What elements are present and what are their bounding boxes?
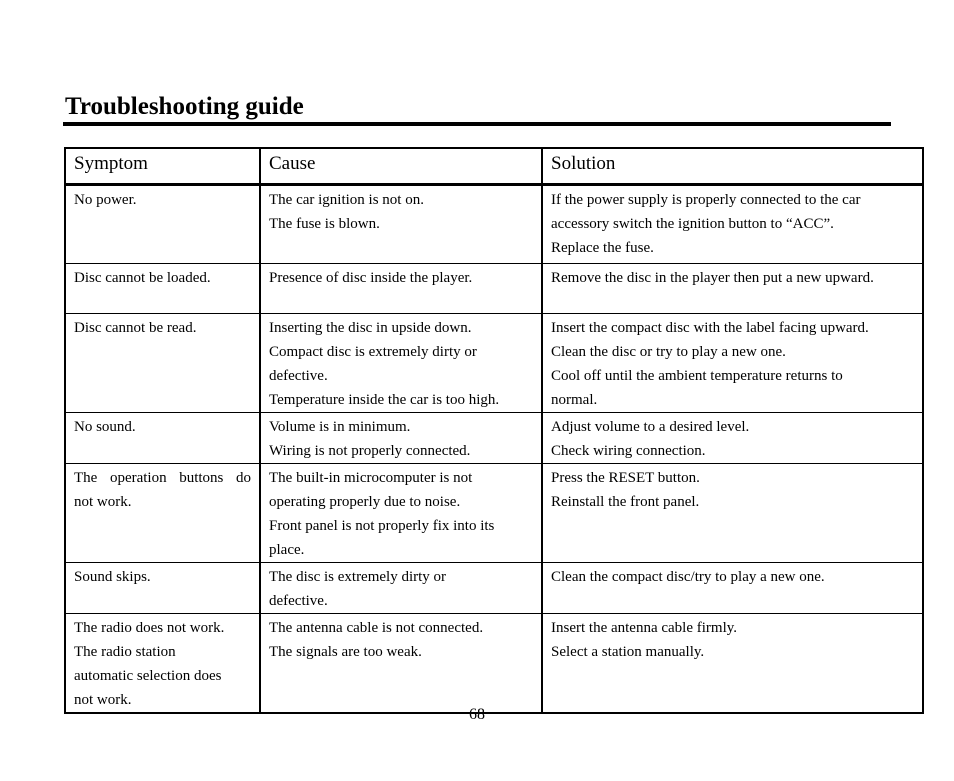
- table-row: [65, 314, 923, 413]
- page-title: Troubleshooting guide: [65, 93, 304, 120]
- cell-line: defective.: [269, 368, 328, 384]
- table-row: [65, 413, 923, 464]
- cause-cell: [260, 563, 542, 614]
- cell-line: Reinstall the front panel.: [551, 494, 700, 510]
- page-number: 68: [469, 706, 485, 723]
- solution-cell: [542, 185, 923, 264]
- solution-cell: [542, 314, 923, 413]
- solution-cell: [542, 614, 923, 714]
- cell-line: Presence of disc inside the player.: [269, 270, 473, 286]
- symptom-cell: [65, 464, 260, 563]
- cell-line: The radio does not work.: [74, 620, 225, 636]
- cell-line: The signals are too weak.: [269, 644, 422, 660]
- table-row: [65, 264, 923, 314]
- cell-line: place.: [269, 542, 305, 558]
- cell-line: Disc cannot be read.: [74, 320, 197, 336]
- cell-line: Clean the compact disc/try to play a new one.: [551, 569, 825, 585]
- cell-line: operating properly due to noise.: [269, 494, 461, 510]
- cell-line: The built-in microcomputer is not: [269, 470, 473, 486]
- cell-line: Clean the disc or try to play a new one.: [551, 344, 786, 360]
- cell-line: Select a station manually.: [551, 644, 705, 660]
- cell-line: The car ignition is not on.: [269, 192, 424, 208]
- cell-line: not work.: [74, 494, 132, 510]
- symptom-cell: [65, 614, 260, 714]
- cell-line: Adjust volume to a desired level.: [551, 419, 750, 435]
- header-symptom: Symptom: [65, 148, 260, 185]
- header-cause: Cause: [260, 148, 542, 185]
- solution-cell: [542, 563, 923, 614]
- title-underline: [63, 122, 891, 126]
- header-solution: Solution: [542, 148, 923, 185]
- cell-line: No sound.: [74, 419, 136, 435]
- cell-line: Volume is in minimum.: [269, 419, 411, 435]
- cell-line: defective.: [269, 593, 328, 609]
- table-row: [65, 614, 923, 714]
- cell-line: Inserting the disc in upside down.: [269, 320, 472, 336]
- cell-line: The operation buttons do: [74, 470, 251, 486]
- solution-cell: [542, 264, 923, 314]
- cell-line: Compact disc is extremely dirty or: [269, 344, 477, 360]
- cell-line: Sound skips.: [74, 569, 151, 585]
- cell-line: normal.: [551, 392, 598, 408]
- cell-line: accessory switch the ignition button to “ACC”.: [551, 216, 834, 232]
- cell-line: The radio station: [74, 644, 176, 660]
- table-row: [65, 185, 923, 264]
- symptom-cell: [65, 563, 260, 614]
- cell-line: Cool off until the ambient temperature returns to: [551, 368, 843, 384]
- cell-line: Temperature inside the car is too high.: [269, 392, 500, 408]
- cell-line: Check wiring connection.: [551, 443, 706, 459]
- symptom-cell: [65, 264, 260, 314]
- symptom-cell: [65, 413, 260, 464]
- cell-line: The antenna cable is not connected.: [269, 620, 484, 636]
- troubleshooting-table: [64, 147, 924, 714]
- table-row: [65, 464, 923, 563]
- solution-cell: [542, 464, 923, 563]
- cause-cell: [260, 464, 542, 563]
- cell-line: If the power supply is properly connected to the car: [551, 192, 861, 208]
- cell-line: Insert the antenna cable firmly.: [551, 620, 738, 636]
- cause-cell: [260, 264, 542, 314]
- solution-cell: [542, 413, 923, 464]
- cell-line: The fuse is blown.: [269, 216, 380, 232]
- symptom-cell: [65, 185, 260, 264]
- cell-line: Front panel is not properly fix into its: [269, 518, 495, 534]
- table-header-row: [65, 148, 923, 185]
- cell-line: automatic selection does: [74, 668, 222, 684]
- cell-line: not work.: [74, 692, 132, 708]
- cell-line: Press the RESET button.: [551, 470, 700, 486]
- cause-cell: [260, 614, 542, 714]
- cause-cell: [260, 185, 542, 264]
- cell-line: Wiring is not properly connected.: [269, 443, 471, 459]
- cell-line: No power.: [74, 192, 137, 208]
- cause-cell: [260, 314, 542, 413]
- symptom-cell: [65, 314, 260, 413]
- cell-line: Disc cannot be loaded.: [74, 270, 211, 286]
- cell-line: Replace the fuse.: [551, 240, 654, 256]
- cause-cell: [260, 413, 542, 464]
- table-row: [65, 563, 923, 614]
- cell-line: Insert the compact disc with the label facing upward.: [551, 320, 869, 336]
- cell-line: Remove the disc in the player then put a new upward.: [551, 270, 874, 286]
- cell-line: The disc is extremely dirty or: [269, 569, 447, 585]
